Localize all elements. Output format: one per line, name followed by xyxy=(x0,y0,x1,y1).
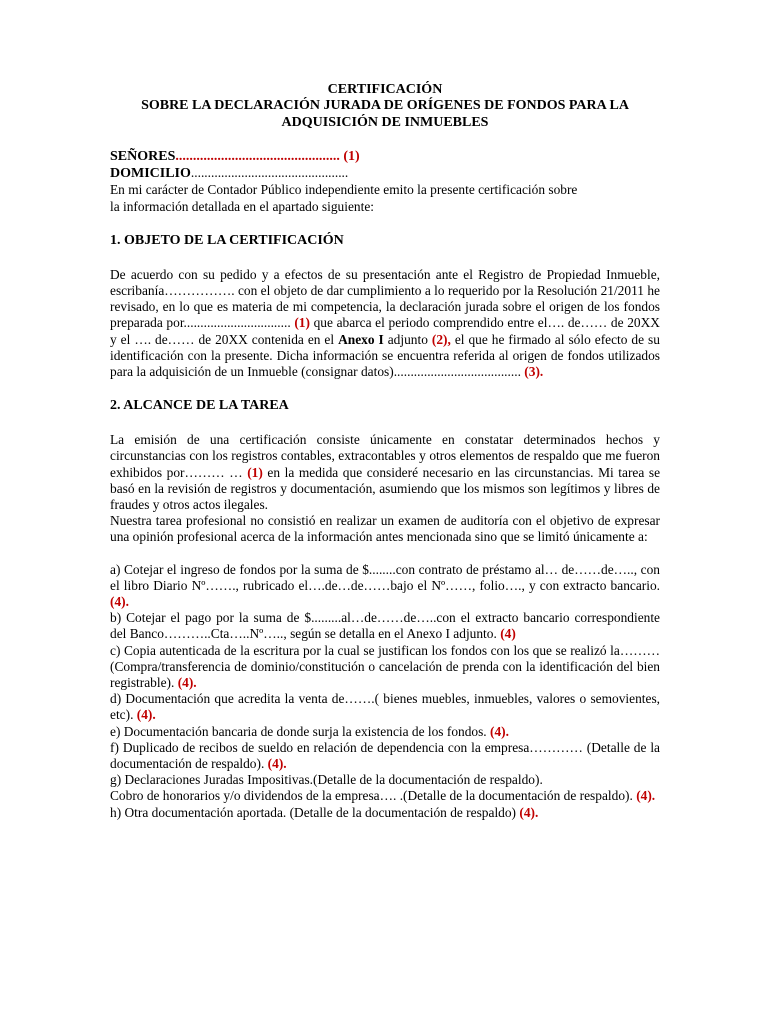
s1-ref-1: (1) xyxy=(294,315,310,331)
s1-ref-2: (2), xyxy=(431,331,451,347)
domicilio-dots: ............................................... xyxy=(190,165,349,181)
s1-anexo: Anexo I xyxy=(338,331,384,347)
s1-ref-3: (3). xyxy=(524,363,544,379)
s1-text-2: que abarca el periodo comprendido entre el…. de…… de 20XX y el …. de…… de 20XX contenida en el xyxy=(110,315,660,347)
senores-label: SEÑORES xyxy=(110,148,176,164)
title-line-1: CERTIFICACIÓN xyxy=(327,82,443,97)
scope-item-d: d) Documentación que acredita la venta de…….( bienes muebles, inmuebles, valores o semovientes, etc). (4). xyxy=(110,691,660,723)
section-2-paragraph-2: Nuestra tarea profesional no consistió en realizar un examen de auditoría con el objetivo de expresar una opinión profesional acerca de la información antes mencionada sino que se limitó únicamente a: xyxy=(110,513,660,545)
document-title xyxy=(110,82,660,131)
s2-ref-1: (1) xyxy=(247,464,263,480)
scope-item-b: b) Cotejar el pago por la suma de $.........al…de……de…..con el extracto bancario correspondiente del Banco………..Cta…..Nº….., según se detalla en el Anexo I adjunto. (4) xyxy=(110,610,660,642)
intro-line-2: la información detallada en el apartado siguiente: xyxy=(110,198,374,214)
intro-line-1: En mi carácter de Contador Público independiente emito la presente certificación sobre xyxy=(110,182,578,198)
senores-dots: ............................................... xyxy=(175,148,340,164)
scope-item-g: g) Declaraciones Juradas Impositivas.(Detalle de la documentación de respaldo). xyxy=(110,772,543,788)
s2-text-1b: en la medida que consideré necesario en las circunstancias. Mi tarea se basó en la revisión de registros y documentación, asumiendo que los mismos son legítimos y libres de fraudes y otros actos ilegales. xyxy=(110,464,661,512)
section-1-paragraph xyxy=(110,267,660,380)
section-2-heading: 2. ALCANCE DE LA TAREA xyxy=(110,398,289,414)
scope-item-a: a) Cotejar el ingreso de fondos por la suma de $........con contrato de préstamo al… de……de….., con el libro Diario Nº……., rubricado el….de…de……bajo el Nº……, folio…., y con extracto bancario. (4). xyxy=(110,561,660,609)
domicilio-label: DOMICILIO xyxy=(110,166,191,182)
scope-item-e: e) Documentación bancaria de donde surja la existencia de los fondos. (4). xyxy=(110,723,509,739)
scope-item-c: c) Copia autenticada de la escritura por la cual se justifican los fondos con los que se realizó la……… (Compra/transferencia de dominio/constitución o cancelación de prenda con la identificación del bien registrable). (4). xyxy=(110,642,660,690)
senores-ref: (1) xyxy=(343,148,360,164)
addressee-line xyxy=(110,149,660,165)
s1-text-3: adjunto xyxy=(387,331,428,347)
title-line-2: SOBRE LA DECLARACIÓN JURADA DE ORÍGENES DE FONDOS PARA LA xyxy=(141,98,629,114)
scope-item-f: f) Duplicado de recibos de sueldo en relación de dependencia con la empresa………… (Detalle de la documentación de respaldo). (4). xyxy=(110,739,660,771)
scope-item-h: h) Otra documentación aportada. (Detalle de la documentación de respaldo) (4). xyxy=(110,804,539,820)
scope-list xyxy=(110,562,660,821)
domicilio-line xyxy=(110,165,660,182)
document-body xyxy=(110,82,660,821)
scope-item-g-cont: Cobro de honorarios y/o dividendos de la empresa…. .(Detalle de la documentación de respaldo). (4). xyxy=(110,788,656,804)
title-line-3: ADQUISICIÓN DE INMUEBLES xyxy=(281,114,489,130)
s2-text-1a: La emisión de una certificación consiste únicamente en constatar determinados hechos y circunstancias con los registros contables, extracontables y otros elementos de respaldo que me fueron exhibidos por……… … xyxy=(110,432,660,480)
section-1-heading: 1. OBJETO DE LA CERTIFICACIÓN xyxy=(110,232,344,248)
section-2-paragraph-1 xyxy=(110,432,660,513)
s1-text-4: el que he firmado al sólo efecto de su identificación con la presente. Dicha información se encuentra referida al origen de fondos utilizados para la adquisición de un Inmueble (consignar datos)...................................... xyxy=(110,331,660,379)
s1-text-1: De acuerdo con su pedido y a efectos de su presentación ante el Registro de Propiedad Inmueble, escribanía……………. con el objeto de dar cumplimiento a lo requerido por la Resolución 21/2011 he revisado, en lo que es materia de mi competencia, la declaración jurada sobre el origen de los fondos preparada por................................ xyxy=(110,266,660,331)
